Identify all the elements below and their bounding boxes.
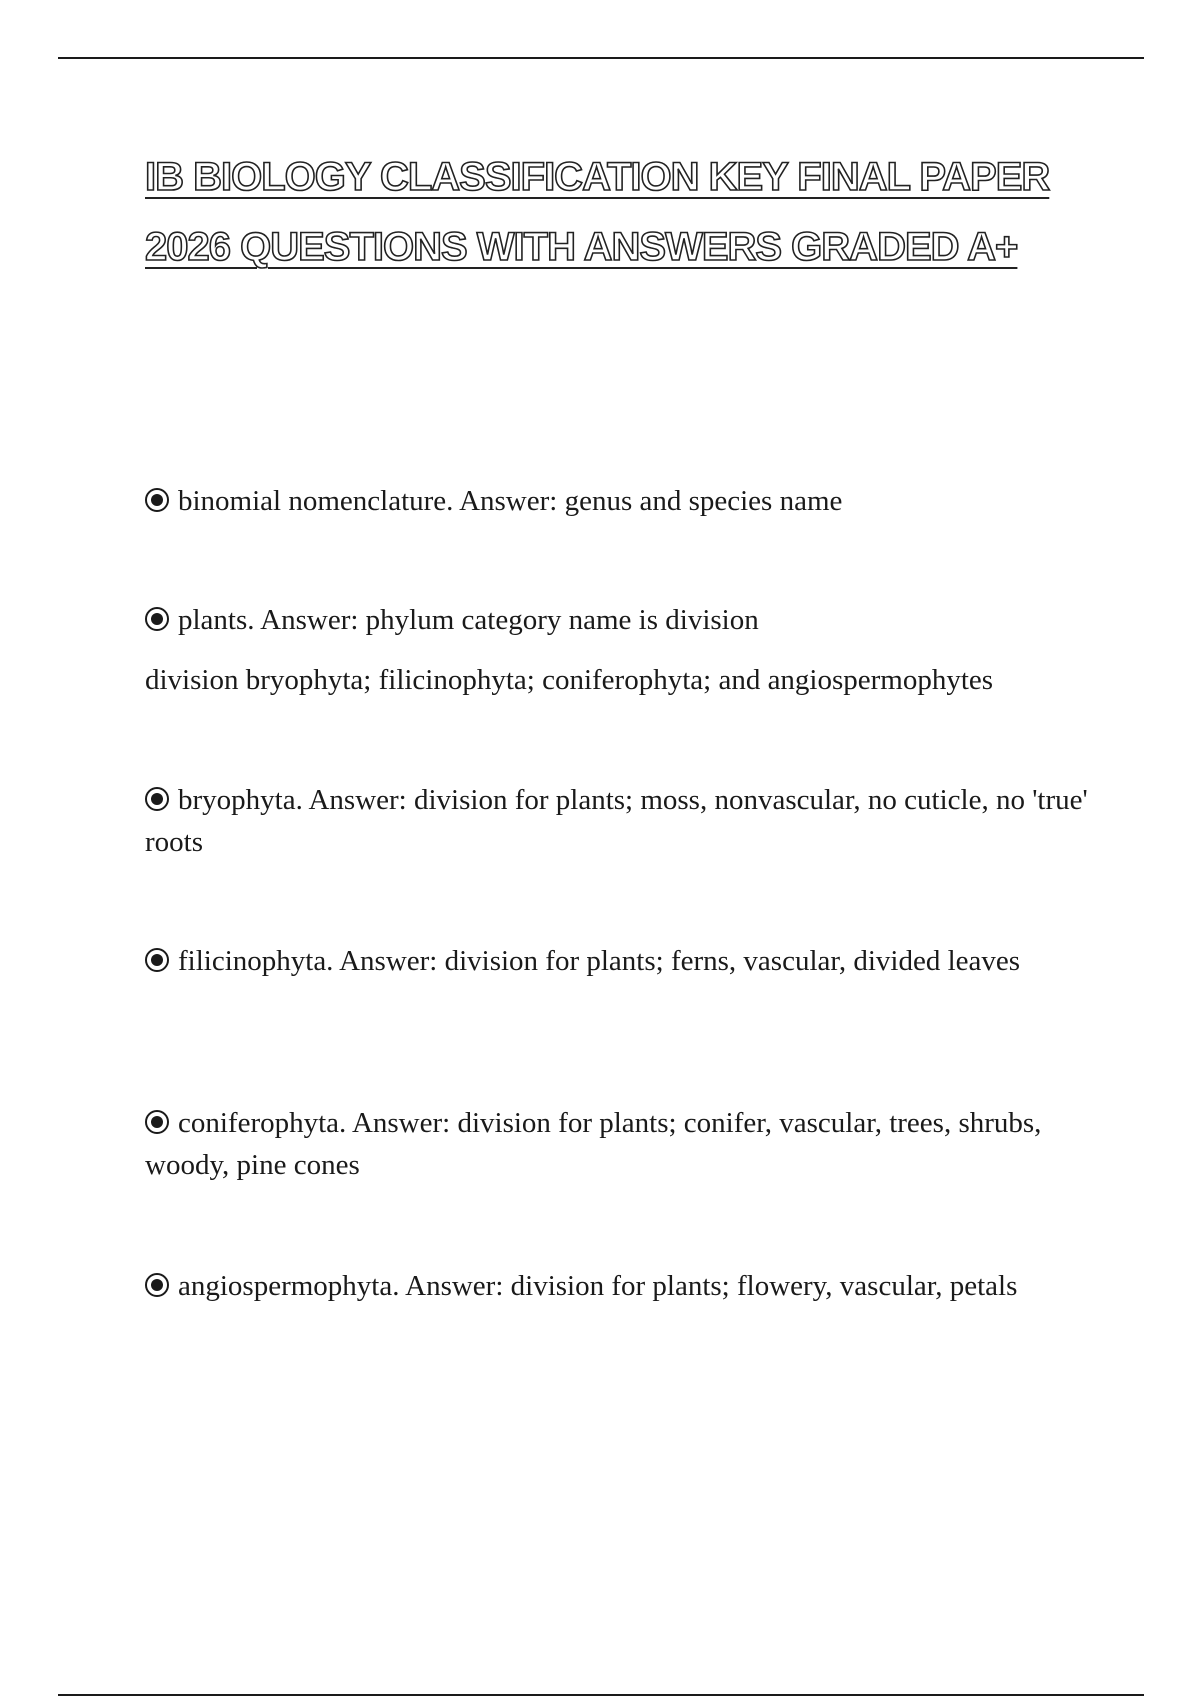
qa-item-coniferophyta: [145, 1102, 1105, 1186]
qa-item-binomial-nomenclature: [145, 480, 1105, 522]
radio-bullet-icon: [145, 787, 169, 811]
document-title: IB BIOLOGY CLASSIFICATION KEY FINAL PAPER 2026 QUESTIONS WITH ANSWERS GRADED A+: [145, 155, 1050, 269]
radio-bullet-icon: [145, 1273, 169, 1297]
qa-text: filicinophyta. Answer: division for plants; ferns, vascular, divided leaves: [178, 945, 1021, 977]
qa-text: binomial nomenclature. Answer: genus and species name: [178, 485, 843, 517]
qa-text: angiospermophyta. Answer: division for plants; flowery, vascular, petals: [178, 1270, 1018, 1302]
radio-bullet-icon: [145, 488, 169, 512]
qa-item-plants: [145, 599, 1105, 701]
qa-item-bryophyta: [145, 779, 1105, 863]
radio-bullet-icon: [145, 1110, 169, 1134]
top-rule: [58, 57, 1144, 59]
qa-text: bryophyta. Answer: division for plants; moss, nonvascular, no cuticle, no 'true' roots: [145, 784, 1088, 858]
radio-bullet-icon: [145, 948, 169, 972]
bottom-rule: [58, 1694, 1144, 1696]
qa-item-angiospermophyta: [145, 1265, 1105, 1307]
qa-text: coniferophyta. Answer: division for plants; conifer, vascular, trees, shrubs, woody, pine cones: [145, 1107, 1042, 1181]
qa-text: plants. Answer: phylum category name is division: [178, 604, 759, 636]
radio-bullet-icon: [145, 607, 169, 631]
qa-extra-text: division bryophyta; filicinophyta; coniferophyta; and angiospermophytes: [145, 664, 994, 696]
qa-item-filicinophyta: [145, 940, 1105, 982]
